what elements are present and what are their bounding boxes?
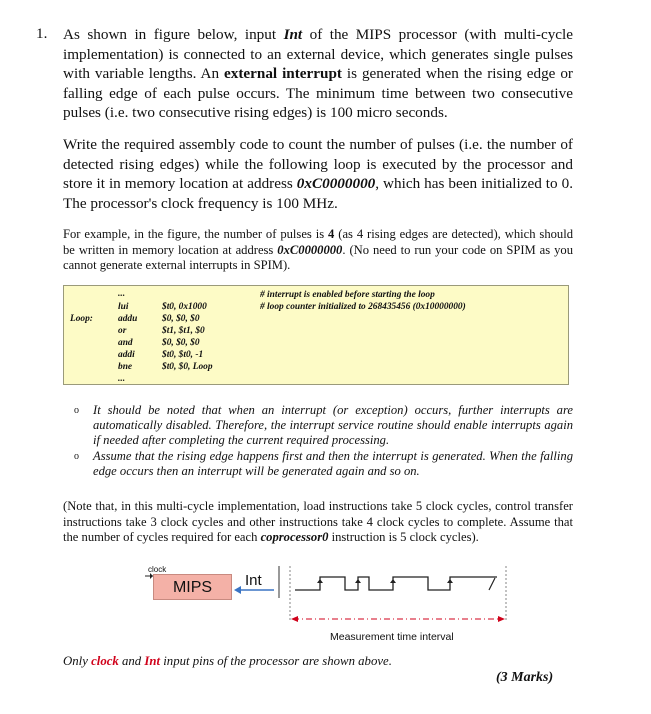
code-loop-label: Loop:: [70, 314, 93, 324]
note-rising-edge: Assume that the rising edge happens first and then the interrupt is generated. When the falling edge occurs then an interrupt will be generated again and so on.: [93, 449, 573, 479]
clock-arrowhead: [150, 573, 153, 579]
code-op-and: and: [118, 338, 133, 348]
p2-text-a: Write the required assembly code to count the number of pulses (i.e. the number of detected rising edges) while the following loop is executed by the processor and store it in memory location at address: [63, 136, 573, 192]
code-arg-or: $t1, $t1, $0: [162, 326, 205, 336]
code-arg-addu: $0, $0, $0: [162, 314, 200, 324]
caption-int: Int: [144, 654, 161, 668]
code-comment-interrupt: # interrupt is enabled before starting the loop: [260, 290, 435, 300]
p4-coprocessor0: coprocessor0: [260, 530, 329, 545]
p1-text-a: As shown in figure below, input: [63, 26, 284, 43]
p1-external-interrupt: external interrupt: [224, 65, 342, 82]
p2-text-b: , which has been initialized to 0. The processor's clock frequency is 100 MHz.: [63, 175, 573, 212]
trailing-edge: [489, 578, 495, 590]
p3-text-a: For example, in the figure, the number of pulses is: [63, 227, 329, 241]
pulse-waveform: [295, 577, 497, 590]
p1-int: Int: [283, 26, 303, 43]
marks-label: (3 Marks): [496, 670, 554, 685]
mips-label: MIPS: [172, 579, 213, 596]
int-label: Int: [245, 572, 262, 589]
code-op-addi: addi: [118, 350, 135, 360]
code-dots-bottom: ...: [118, 374, 126, 384]
caption-text-a: Only: [63, 654, 92, 668]
code-op-addu: addu: [118, 314, 138, 324]
clock-label: clock: [148, 565, 167, 574]
p3-text-b: (as 4 rising edges are detected), which should be written in memory location at address: [63, 227, 574, 257]
rising-edge-arrow: [317, 579, 323, 583]
code-dots-top: ...: [118, 289, 126, 299]
question-number: 1.: [36, 25, 48, 42]
interval-arrowhead-right: [498, 616, 505, 622]
interval-arrowhead-left: [291, 616, 298, 622]
code-comment-counter: # loop counter initialized to 268435456 (0x10000000): [260, 302, 466, 312]
code-arg-and: $0, $0, $0: [162, 338, 200, 348]
int-arrowhead: [234, 586, 241, 594]
p1-text-c: is generated when the rising edge or falling edge of each pulse occurs. The minimum time between two consecutive pulses (i.e. two consecutive rising edges) is 100 micro seconds.: [63, 65, 573, 121]
interval-label: Measurement time interval: [330, 631, 454, 643]
rising-edge-arrow: [390, 579, 396, 583]
code-arg-bne: $t0, $0, Loop: [162, 362, 213, 372]
caption-clock: clock: [91, 654, 119, 668]
figure-caption: [63, 654, 392, 669]
code-arg-lui: $t0, 0x1000: [162, 302, 207, 312]
p4-text-b: instruction is 5 clock cycles).: [328, 530, 479, 545]
code-arg-addi: $t0, $t0, -1: [162, 350, 204, 360]
note-interrupts-disabled: It should be noted that when an interrupt (or exception) occurs, further interrupts are automatically disabled. Therefore, the interrupt service routine should enable interrupts again if needed after completing the current required processing.: [93, 403, 573, 448]
caption-text-c: input pins of the processor are shown above.: [160, 654, 392, 668]
p3-text-c: . (No need to run your code on SPIM as you cannot generate external interrupts in SPIM).: [63, 242, 573, 273]
p1-text-b: of the MIPS processor (with multi-cycle implementation) is connected to an external device, which generates single pulses with variable lengths. An: [63, 26, 574, 82]
p3-four: 4: [328, 227, 335, 241]
rising-edge-arrow: [355, 579, 361, 583]
rising-edge-arrow: [447, 579, 453, 583]
bullet-circle-icon: o: [74, 405, 79, 416]
p2-address: 0xC0000000: [296, 175, 376, 192]
p3-address: 0xC0000000: [277, 242, 343, 257]
p4-text-a: (Note that, in this multi-cycle implementation, load instructions take 5 clock cycles, control transfer instructions take 3 clock cycles and other instructions take 4 clock cycles to complete. Assume that the number of cycles required for each: [63, 499, 573, 545]
caption-text-b: and: [118, 654, 145, 668]
code-op-or: or: [118, 326, 127, 336]
code-op-lui: lui: [118, 302, 129, 312]
code-op-bne: bne: [118, 362, 133, 372]
bullet-circle-icon: o: [74, 451, 79, 462]
